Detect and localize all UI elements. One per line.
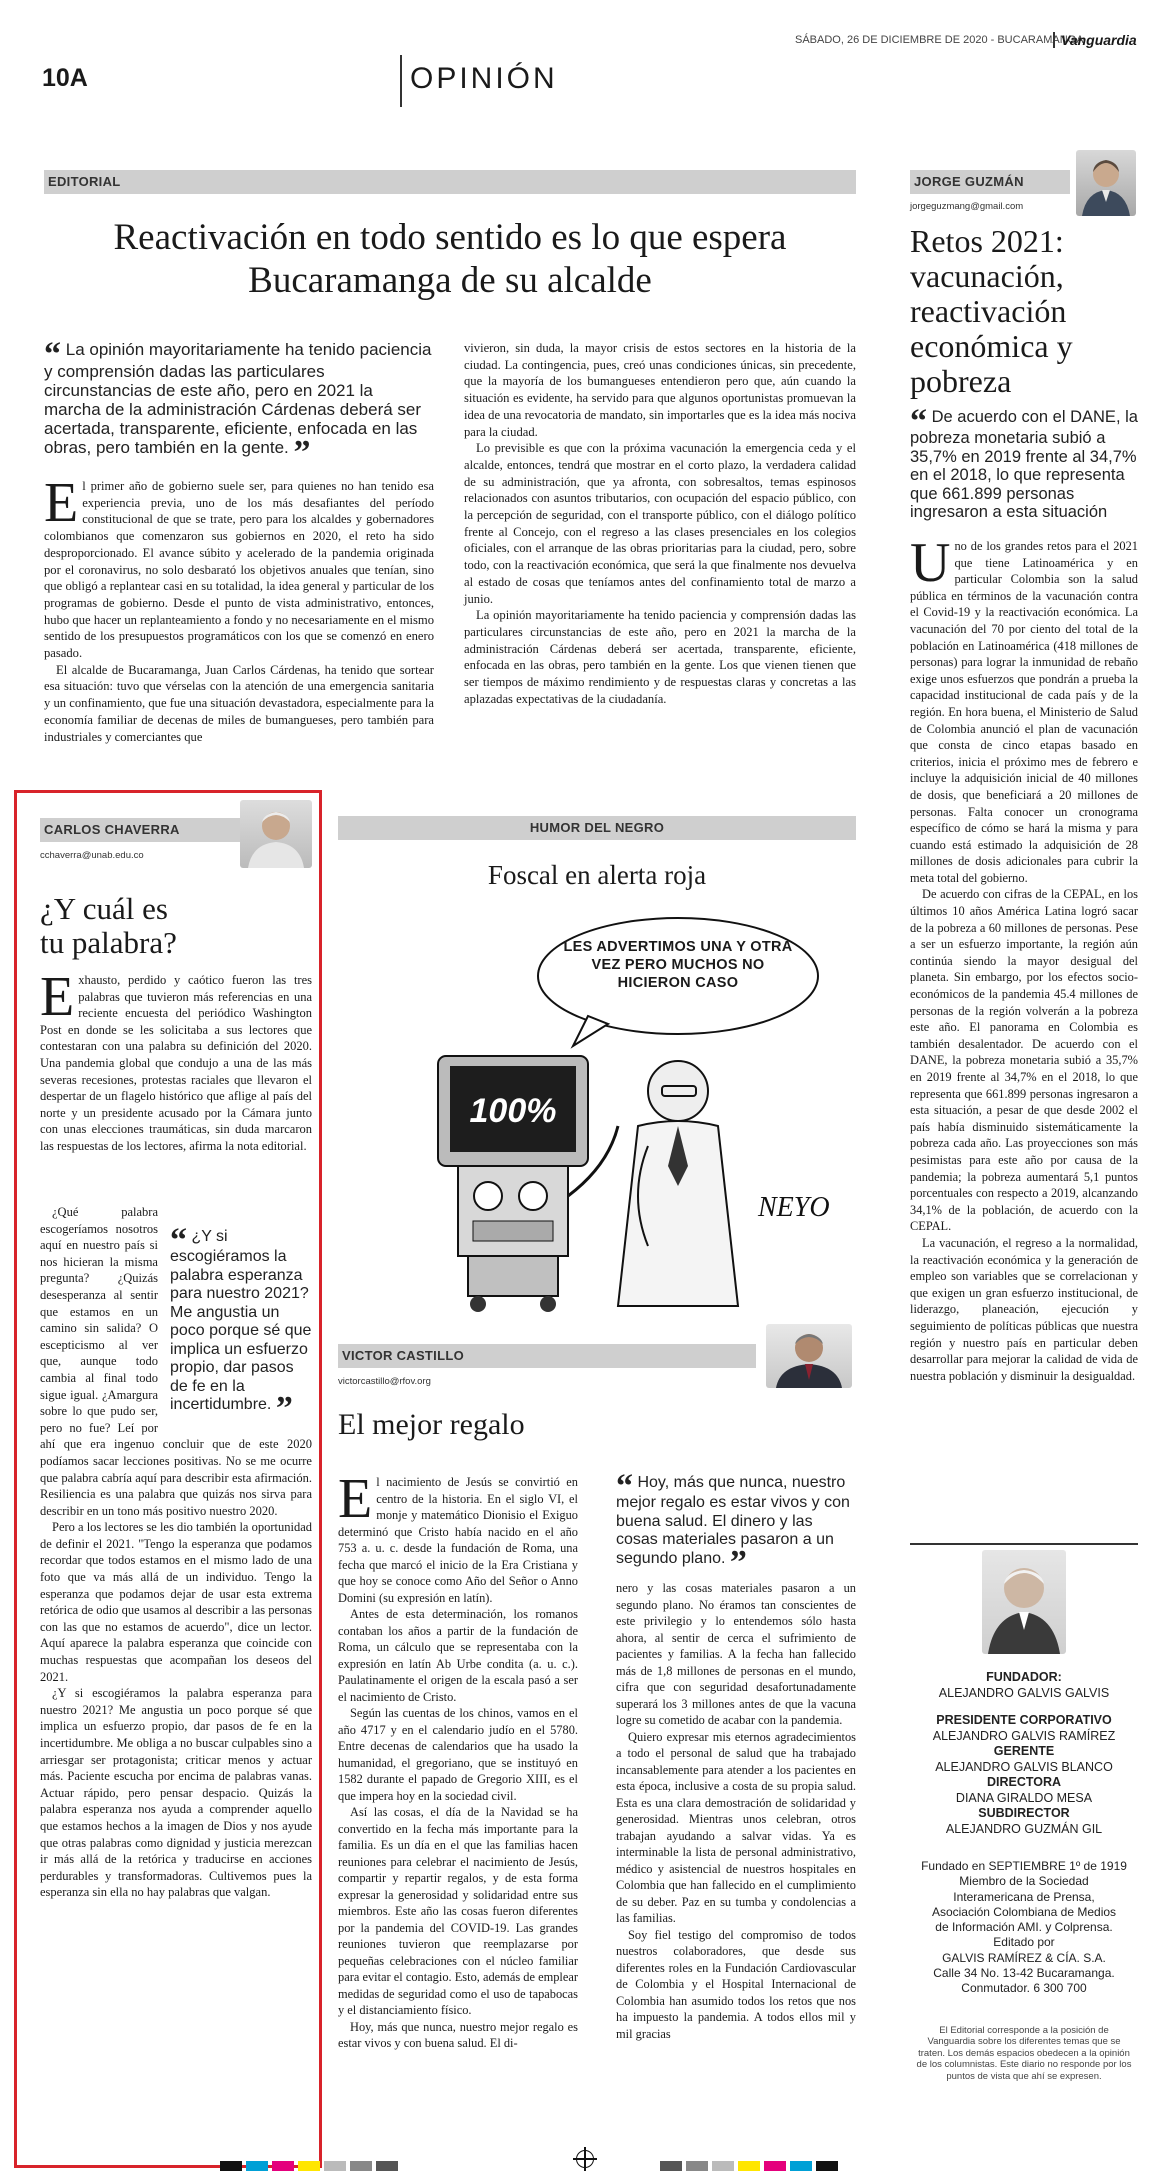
cartoon-illustration xyxy=(378,916,830,1316)
castillo-paragraph: Soy fiel testigo del compromiso de todos nuestros colaboradores, que desde sus diferentes roles en la Fundación Cardiovascular de Colombia y el Hospital Internacional de Colombia han asumido todos los retos que nos ha impuesto la pandemia. A todos ellos mil y mil gracias xyxy=(616,1927,856,2041)
guzman-paragraph: no de los grandes retos para el 2021 que tiene Latinoamérica y en particular Colombia son la salud pública en términos de la vacunación contra el Covid-19 y la reactivación económica. La vacunación del 70 por ciento del total de la población en Latinoamérica (418 millones de personas) para lograr la inmunidad de rebaño exige unos esfuerzos que pondrán a prueba la capacidad institucional de cada país y de la región. En hora buena, el Ministerio de Salud de Colombia anunció el plan de vacunación que consta de cinco etapas basado en criterios, inicia el próximo mes de febrero e incluye la adquisición inicial de 40 millones de dosis, que beneficiará a 20 millones de personas. Falta conocer un cronograma específico de cómo se hará la misma y para cuando está estimado la adquisición de 28 millones de dosis adicionales para cubrir la meta total del gobierno. xyxy=(910,539,1138,885)
chaverra-column xyxy=(40,800,312,2160)
castillo-paragraph: Según las cuentas de los chinos, vamos en el año 4717 y en el calendario judío en el 5780. Entre decenas de calendarios que ha usado la humanidad, el gregoriano, que se instituyó en 1582 durante el papado de Gregorio XIII, es el que impera hoy en la sociedad civil. xyxy=(338,1706,578,1803)
brand-logo xyxy=(1053,32,1137,48)
info-line: Miembro de la Sociedad xyxy=(959,1874,1089,1889)
castillo-email: victorcastillo@rfov.org xyxy=(338,1376,431,1387)
chaverra-paragraph: xhausto, perdido y caótico fueron las tres palabras que tuvieron más referencias en una reciente encuesta del periódico Washington Post en donde se les solicitaba a sus lectores que contestaran con una palabra su definición del 2020. Una pandemia global que condujo a una de las más severas recesiones, protestas raciales que llevaron el despertar de un flagelo histórico que aflige al país del norte y un presidente acusado por la Cámara junto con unas elecciones traumáticas, sin duda marcaron las respuestas de los lectores, afirma la nota editorial. xyxy=(40,973,312,1153)
info-line: GALVIS RAMÍREZ & CÍA. S.A. xyxy=(942,1950,1106,1965)
date-line xyxy=(795,34,1084,46)
editorial-col1 xyxy=(44,472,434,745)
open-quote-icon: “ xyxy=(44,336,61,373)
castillo-col2 xyxy=(616,1580,856,2042)
info-line: Editado por xyxy=(993,1935,1055,1950)
humor-label: HUMOR DEL NEGRO xyxy=(529,820,665,835)
fundador-name: ALEJANDRO GALVIS GALVIS xyxy=(938,1685,1110,1700)
header-divider xyxy=(400,55,402,107)
subdirector-name: ALEJANDRO GUZMÁN GIL xyxy=(945,1821,1103,1836)
chaverra-email: cchaverra@unab.edu.co xyxy=(40,850,144,861)
chaverra-paragraph: ¿Qué palabra escogeríamos nosotros aquí en nuestro país si nos hicieran la misma pregunta? ¿Quizás desesperanza al sentir que estamos en un camino sin salida? O escepticismo al ver que, aunque todo cambia al final todo sigue igual. ¿Amargura sobre lo que pudo ser, pero no fue? Leí por ahí que era ingenuo concluir que de este 2020 podíamos sacar lecciones positivas. No se me ocurre que palabra cabría aquí para describir esta afirmación. Resiliencia es una palabra que quizás nos sirva para describir en un tono más positivo nuestro 2020. xyxy=(40,1205,312,1518)
editorial-label: EDITORIAL xyxy=(48,174,121,189)
chaverra-avatar xyxy=(240,800,312,868)
open-quote-icon: “ xyxy=(616,1468,633,1505)
directora-name: DIANA GIRALDO MESA xyxy=(955,1790,1093,1805)
castillo-paragraph: Así las cosas, el día de la Navidad se ha convertido en la fecha más importante para la familia. Es un día en el que las familias hacen reuniones para celebrar el nacimiento de Jesús, compartir y repartir regalos, y de esta forma expresar la generosidad y solidaridad entre sus miembros. Este año las cosas fueron diferentes por la pandemia del COVID-19. Las grandes reuniones tuvieron que reemplazarse por pequeñas celebraciones con el núcleo familiar para evitar el contagio. Esto, además de emplear medidas de seguridad como el uso de tapabocas y el distanciamiento físico. xyxy=(338,1805,578,2017)
chaverra-headline xyxy=(40,892,312,960)
castillo-paragraph: Hoy, más que nunca, nuestro mejor regalo es estar vivos y con buena salud. El di- xyxy=(338,2019,578,2050)
info-line: Fundado en SEPTIEMBRE 1º de 1919 xyxy=(921,1859,1127,1873)
guzman-column xyxy=(910,150,1138,1540)
presidente-label: PRESIDENTE CORPORATIVO xyxy=(936,1713,1112,1727)
editorial-headline xyxy=(44,216,856,302)
cartoon-signature: NEYO xyxy=(758,1192,830,1223)
editorial-paragraph: l primer año de gobierno suele ser, para quienes no han tenido esa experiencia previa, uno de los más desafiantes del período constitucional de que se trate, pero para los alcaldes y gobernadores colombianos que comenzaron sus gobiernos en 2020, el reto ha sido desproporcionado. El avance súbito y acelerado de la pandemia originada por el coronavirus, no solo desbarató los objetivos anuales que tenían, sino que obligó a replantear casi en su totalidad, la idea general y particular de los programas de gobierno. Desde el punto de vista administrativo, entonces, hubo que hacer un replanteamiento a fondo y no necesariamente en el mismo sentido de los presupuestos programáticos con los que se comenzó en enero pasado. xyxy=(44,479,434,661)
humor-title: Foscal en alerta roja xyxy=(487,860,707,890)
color-bar-right xyxy=(660,2158,842,2176)
castillo-paragraph: Quiero expresar mis eternos agradecimientos a todo el personal de salud que ha trabajado incansablemente para atender a los pacientes en esta época, inclusive a costa de su propia salud. Esta es una clara demostración de solidaridad y generosidad. Mientras unos celebran, otros trabajan ayudando a salvar vidas. Ya es interminable la lista de personal administrativo, médico y asistencial de nuestros hospitales en Colombia que han fallecido en el cumplimiento de su deber. Paz en su tumba y condolencias a las familias. xyxy=(616,1729,856,1925)
editorial-col2 xyxy=(464,340,856,707)
subdirector-label: SUBDIRECTOR xyxy=(978,1806,1070,1820)
castillo-col1 xyxy=(338,1468,578,2052)
editorial-paragraph: vivieron, sin duda, la mayor crisis de estos sectores en la historia de la ciudad. La contingencia, pues, creó unas condiciones únicas, sin precedente, que la mayoría de los bumangueses entendieron pero que, aún cuando la situación es evidente, ha servido para que algunos oportunistas promuevan la idea de una revocatoria de mandato, sin importarles que es la idea más nociva para la ciudad. xyxy=(464,341,856,439)
editorial-headline-line1: Reactivación en todo sentido es lo que espera xyxy=(113,217,787,258)
doctor-head xyxy=(648,1061,708,1121)
info-line: Interamericana de Prensa, xyxy=(953,1889,1095,1904)
guzman-avatar xyxy=(1076,150,1136,216)
castillo-pull-quote xyxy=(616,1468,856,1581)
guzman-paragraph: De acuerdo con cifras de la CEPAL, en los últimos 10 años América Latina logró sacar de la pobreza a 60 millones de personas. Pese a ser un esfuerzo importante, la región aún continúa siendo la mayor desigual del planeta. Sin embargo, por los efectos socio-económicos de la pandemia 45.4 millones de personas de la región volverán a la pobreza este año. El panorama en Colombia es también desalentador. De acuerdo con el DANE, la pobreza monetaria subió a 35,7% en 2019 frente al 34,7% en el 2018, lo que representa que 661.899 personas ingresaron a esta situación, a pesar de que desde 2002 el país había disminuido sistemáticamente la pobreza cada año. Las proyecciones son más pesimistas para este año por causa de la pandemia; la pobreza aumentará 5,1 puntos porcentuales con respecto a 2019, alcanzando 34,1% de la población, de acuerdo con la CEPAL. xyxy=(910,887,1138,1234)
guzman-body xyxy=(910,532,1138,1384)
presidente-name: ALEJANDRO GALVIS RAMÍREZ xyxy=(932,1728,1116,1743)
castillo-byline: VICTOR CASTILLO xyxy=(342,1348,464,1363)
chaverra-body-top xyxy=(40,966,312,1155)
close-quote-icon: ” xyxy=(729,1543,747,1581)
open-quote-icon: “ xyxy=(170,1222,187,1259)
info-line: Calle 34 No. 13-42 Bucaramanga. xyxy=(933,1966,1115,1981)
chaverra-pull-quote xyxy=(170,1222,312,1427)
chaverra-byline: CARLOS CHAVERRA xyxy=(44,822,180,837)
editorial-paragraph: El alcalde de Bucaramanga, Juan Carlos Cárdenas, ha tenido que sortear esa situación: tuvo que vérselas con la atención de una emergencia sanitaria y un confinamiento, que fue una situación devastadora, especialmente para la economía familiar de decenas de miles de bumangueses, pero también para industriales y comerciantes que xyxy=(44,662,434,744)
chaverra-paragraph: Pero a los lectores se les dio también la oportunidad de definir el 2021. "Tengo la esperanza que podamos recordar que todos estamos en el mismo lado de una foto que va más allá de un individuo. Tengo la esperanza que podamos dejar de usar esta extrema retórica de odio que usamos al describir a las personas con las que no estamos de acuerdo", dice un lector. Aquí aparece la palabra esperanza que coincide con muchas respuestas que acompañan los deseos del 2021. xyxy=(40,1520,313,1684)
disclaimer: El Editorial corresponde a la posición de Vanguardia sobre los diferentes temas que se traten. Los demás espacios obedecen a la opinión de los columnistas. Este diario no responde por los puntos de vista que ahí se expresen. xyxy=(916,2024,1132,2082)
info-line: Conmutador. 6 300 700 xyxy=(961,1981,1087,1996)
monitor-percent: 100% xyxy=(469,1092,557,1130)
castillo-avatar xyxy=(766,1324,852,1388)
chaverra-headline-line1: ¿Y cuál es xyxy=(40,891,168,926)
page-number: 10A xyxy=(42,64,88,92)
founder-portrait xyxy=(982,1550,1066,1654)
guzman-headline: Retos 2021: vacunación, reactivación económica y pobreza xyxy=(910,223,1073,399)
guzman-quote-text: De acuerdo con el DANE, la pobreza monetaria subió a 35,7% en 2019 frente al 34,7% en el 2018, lo que representa que 661.899 personas ingresaron a esta situación xyxy=(910,408,1138,521)
info-line: Asociación Colombiana de Medios xyxy=(931,1904,1117,1919)
editorial-headline-line2: Bucaramanga de su alcalde xyxy=(248,260,652,301)
castillo-headline: El mejor regalo xyxy=(338,1408,525,1441)
editorial-paragraph: Lo previsible es que con la próxima vacunación la emergencia ceda y el alcalde, entonces, tendrá que mostrar en el corto plazo, la verdadera calidad de su administración, que ya afronta, con sobresaltos, temas espinosos relacionados con asuntos tributarios, con ocupación del espacio público, con la percepción de seguridad, con el transporte público, con el diálogo político frente al Concejo, con el regreso a las clases presenciales en los colegios oficiales, con el arranque de las obras prioritarias para la ciudad, pero, sobre todo, con la reactivación económica, que será la que finalmente nos devuelva al estado de cosas que teníamos antes del confinamiento total de marzo a junio. xyxy=(464,441,856,606)
close-quote-icon: ” xyxy=(275,1390,293,1427)
registration-mark-icon xyxy=(576,2150,594,2168)
date-text: SÁBADO, 26 DE DICIEMBRE DE 2020 - BUCARAMANGA xyxy=(795,34,1084,46)
chaverra-dropcap: E xyxy=(40,966,75,1028)
section-title: OPINIÓN xyxy=(410,62,558,95)
castillo-dropcap: E xyxy=(338,1468,373,1530)
guzman-dropcap: U xyxy=(910,532,951,594)
chaverra-paragraph: ¿Y si escogiéramos la palabra esperanza para nuestro 2021? Me angustia un poco porque sé que implica un esfuerzo propio, dar pasos de fe en la incertidumbre. Me obliga a no buscar culpables sino a arriesgar ser protagonista; criticar menos y actuar más. Paciente escucha por encima de palabras vanas. Actuar rápido, pero pensar despacio. Quizás la palabra esperanza nos ayuda a comprender aquello que estamos hechos a la imagen de Dios y nos ayude que otras palabras como dignidad y justicia merezcan ir más allá de la retórica y traducirse en acciones perdurables y transformadoras. Cultivemos pues la esperanza sin ella no hay palabras que valgan. xyxy=(40,1686,312,1900)
castillo-quote-text: Hoy, más que nunca, nuestro mejor regalo es estar vivos y con buena salud. El dinero y las cosas materiales pasaron a un segundo plano. xyxy=(616,1474,850,1567)
gerente-label: GERENTE xyxy=(993,1744,1055,1758)
speech-bubble-text: LES ADVERTIMOS UNA Y OTRA VEZ PERO MUCHOS NO HICIERON CASO xyxy=(563,939,793,991)
editorial-dropcap: E xyxy=(44,472,79,534)
guzman-email: jorgeguzmang@gmail.com xyxy=(910,201,1024,212)
editorial-article xyxy=(44,170,856,750)
color-bar-left xyxy=(220,2158,402,2176)
gerente-name: ALEJANDRO GALVIS BLANCO xyxy=(935,1759,1113,1774)
open-quote-icon: “ xyxy=(910,403,927,440)
humor-section xyxy=(338,816,856,1322)
editorial-pull-quote xyxy=(44,336,434,471)
chaverra-headline-line2: tu palabra? xyxy=(40,925,177,960)
info-line: de Información AMI. y Colprensa. xyxy=(935,1920,1113,1935)
fundador-label: FUNDADOR: xyxy=(986,1670,1062,1684)
guzman-bottom-rule xyxy=(910,1543,1138,1545)
chaverra-quote-text: ¿Y si escogiéramos la palabra esperanza para nuestro 2021? Me angustia un poco porque sé que implica un esfuerzo propio, dar pasos de fe en la incertidumbre. xyxy=(170,1228,312,1413)
close-quote-icon: ” xyxy=(293,434,311,471)
editorial-paragraph: La opinión mayoritariamente ha tenido paciencia y comprensión dadas las particulares circunstancias de este año, pero en 2021 la marcha de la administración Cárdenas deberá ser acertada, transparente, eficiente, enfocada en las obras, pero también en la gente. Los que vienen tienen que ser tiempos de máximo rendimiento y de respuestas claras y concretas a las aplazadas expectativas de la ciudadanía. xyxy=(464,608,856,706)
castillo-paragraph: l nacimiento de Jesús se convirtió en centro de la historia. En el siglo VI, el monje y matemático Dionisio el Exiguo determinó que Cristo había nacido en el año 753 a. u. c. desde la fundación de Roma, una fecha que marcó el inicio de la Era Cristiana y que hoy se conoce como Año del Señor o Anno Domini (su expresión en latín). xyxy=(338,1475,578,1605)
directora-label: DIRECTORA xyxy=(986,1775,1062,1789)
guzman-byline: JORGE GUZMÁN xyxy=(914,174,1024,189)
guzman-pull-quote xyxy=(910,403,1138,522)
masthead xyxy=(906,1550,1142,2140)
castillo-column xyxy=(338,1324,856,2170)
castillo-paragraph: nero y las cosas materiales pasaron a un segundo plano. No éramos tan conscientes de este privilegio y lo entendemos sólo hasta ahora, al sentir de cerca el sufrimiento de pacientes y familias. A la fecha han fallecido más de 1,8 millones de personas en el mundo, cifra que con seguridad desafortunadamente superará los 3 millones antes de que la vacuna logre su cometido de acabar con la pandemia. xyxy=(616,1581,856,1727)
guzman-paragraph: La vacunación, el regreso a la normalidad, la reactivación económica y la generación de empleo son variables que se correlacionan y que exigen un gran esfuerzo institucional, de liderazgo, planeación, ejecución y seguimiento de políticas públicas que nuestra región y nuestro país en particular deben desarrollar para mejorar la calidad de vida de nuestra población y disminuir la desigualdad. xyxy=(910,1235,1138,1383)
editorial-quote-text: La opinión mayoritariamente ha tenido paciencia y comprensión dadas las particulares circunstancias de este año, pero en 2021 la marcha de la administración Cárdenas deberá ser acertada, transparente, eficiente, enfocada en las obras, pero también en la gente. xyxy=(44,340,432,457)
chaverra-body-mid xyxy=(40,1204,312,1901)
editorial-label-bar xyxy=(44,170,856,194)
castillo-paragraph: Antes de esta determinación, los romanos contaban los años a partir de la fundación de Roma, un cálculo que se representaba con la expresión en latín Ab Urbe condita (a. u. c.). Paulatinamente el origen de la escala pasó a ser el nacimiento de Cristo. xyxy=(338,1607,578,1704)
brand-text: Vanguardia xyxy=(1061,32,1137,48)
